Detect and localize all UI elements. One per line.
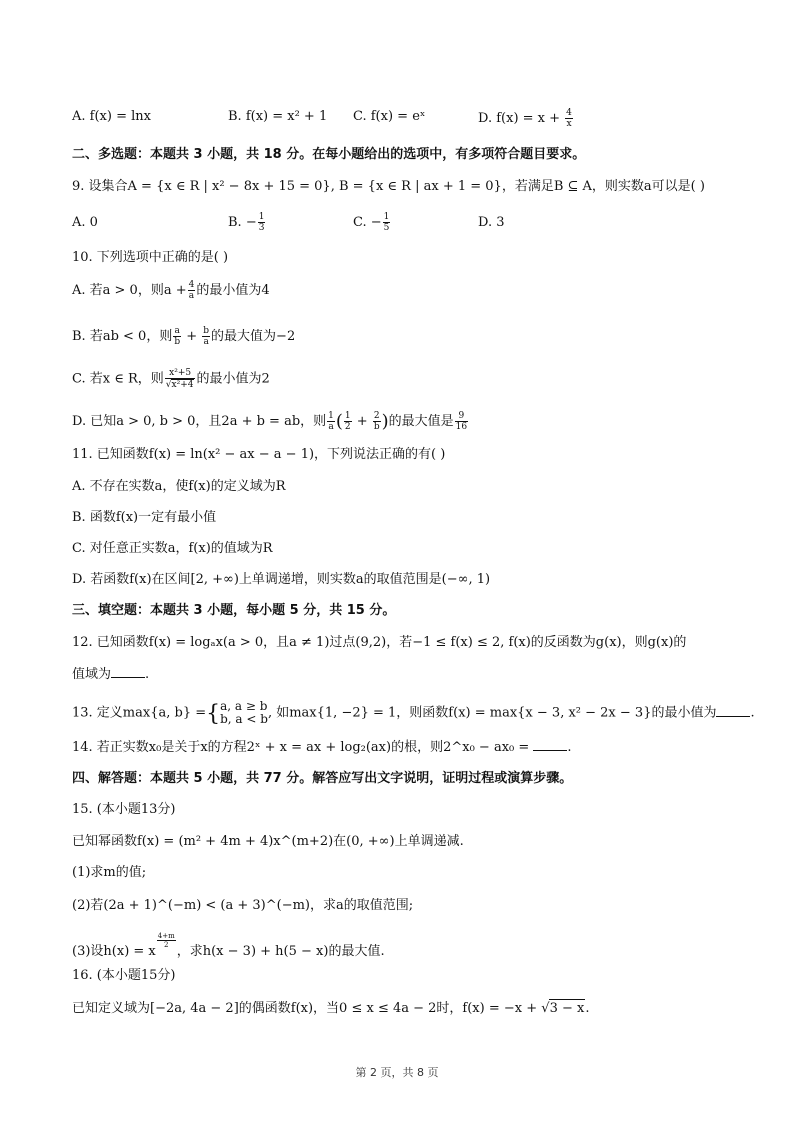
q14-text: 14. 若正实数x₀是关于x的方程2ˣ + x = ax + log₂(ax)的根，则2^x₀ − ax₀ = [72,740,530,755]
q10-option-d [72,411,469,432]
q15-p3-prefix: (3)设h(x) = x [72,944,156,959]
frac-num: 1 [258,212,265,222]
q11-option-c: C. 对任意正实数a，f(x)的值域为R [72,541,273,556]
frac-num: 9 [455,411,468,422]
q8-option-b: B. f(x) = x² + 1 [228,109,328,124]
q16-stem-end: . [585,1001,590,1016]
sqrt-symbol: √ [165,380,172,390]
q9-option-d: D. 3 [478,215,505,230]
q9-stem: 9. 设集合A = {x ∈ R | x² − 8x + 15 = 0}, B = {x ∈ R | ax + 1 = 0}，若满足B ⊆ A，则实数a可以是( ) [72,179,705,194]
frac-num: 1 [328,411,334,421]
q10-d-mid: 的最大值是 [388,414,454,429]
q9-option-b-prefix: B. − [228,215,257,230]
frac-num: 2 [373,411,380,421]
q13-piecewise [206,700,268,726]
q14-answer-blank[interactable] [533,738,567,751]
q10-stem: 10. 下列选项中正确的是( ) [72,250,229,265]
q12-answer-blank[interactable] [111,665,145,678]
frac-den: 2 [344,422,351,432]
q10-c-fraction [165,368,196,390]
q10-b-suffix: 的最大值为−2 [211,329,296,344]
q10-option-a [72,280,270,301]
q9-option-b-fraction [258,212,266,233]
q11-option-d: D. 若函数f(x)在区间[2, +∞)上单调递增，则实数a的取值范围是(−∞, 1) [72,572,491,587]
q13-answer-blank[interactable] [716,704,750,717]
frac-den: b [174,337,181,347]
frac-den: a [188,291,195,301]
q10-a-fraction [188,280,196,301]
sqrt-symbol: √ [541,1001,550,1016]
q15-part-1: (1)求m的值; [72,865,147,880]
brace: { [206,701,221,727]
q15-p3-suffix: ，求h(x − 3) + h(5 − x)的最大值. [176,944,385,959]
section-2-heading: 二、多选题：本题共 3 小题，共 18 分。在每小题给出的选项中，有多项符合题目要求。 [72,147,586,162]
page-footer: 第 2 页，共 8 页 [355,1066,439,1079]
q10-d-fraction-1 [327,411,335,432]
q15-heading: 15. (本小题13分) [72,802,176,817]
q16-sqrt-radicand: 3 − x [549,1001,585,1016]
frac-den: a [328,422,334,432]
q14-end: . [567,740,572,755]
q16-stem [72,999,589,1018]
frac-num: a [174,326,180,336]
q10-d-fraction-3 [373,411,381,432]
frac-num: 4 [566,108,572,118]
q15-part-3 [72,932,385,961]
q12-answer-prefix: 值域为 [72,667,112,682]
frac-num: b [203,326,210,336]
q10-option-b [72,326,295,347]
q13-end: . [750,705,755,721]
right-paren: ) [381,411,389,432]
q10-b-prefix: B. 若ab < 0，则 [72,329,173,344]
q10-a-suffix: 的最小值为4 [196,283,270,298]
section-4-heading: 四、解答题：本题共 5 小题，共 77 分。解答应写出文字说明，证明过程或演算步骤。 [72,771,573,786]
q8-option-d-fraction [565,108,573,129]
frac-den: 5 [383,223,390,233]
q10-b-fraction-1 [173,326,181,347]
q10-b-fraction-2 [202,326,210,347]
q8-option-c: C. f(x) = eˣ [353,109,426,124]
q12-line-2 [72,665,149,684]
q8-option-d [478,108,574,129]
q13 [72,700,755,726]
section-3-heading: 三、填空题：本题共 3 小题，每小题 5 分，共 15 分。 [72,603,396,618]
q9-option-a: A. 0 [72,215,98,230]
frac-num: 4 [188,280,195,290]
q16-heading: 16. (本小题15分) [72,968,176,983]
q9-option-c-prefix: C. − [353,215,382,230]
q11-option-b: B. 函数f(x)一定有最小值 [72,510,217,525]
q9-option-b [228,212,266,233]
frac-den: 2 [164,941,169,949]
q13-case-2: b, a < b [220,712,268,726]
q10-d-fraction-4 [455,411,468,432]
q12-line-1: 12. 已知函数f(x) = logₐx(a > 0，且a ≠ 1)过点(9,2)，若−1 ≤ f(x) ≤ 2, f(x)的反函数为g(x)，则g(x)的 [72,635,687,650]
q10-a-prefix: A. 若a > 0，则a + [72,283,187,298]
q8-option-d-prefix: D. f(x) = x + [478,111,561,126]
q16-stem-prefix: 已知定义域为[−2a, 4a − 2]的偶函数f(x)，当0 ≤ x ≤ 4a − 2时，f(x) = −x + [72,1001,538,1016]
q11-option-a: A. 不存在实数a，使f(x)的定义域为R [72,479,286,494]
q13-suffix: , 如max{1, −2} = 1，则函数f(x) = max{x − 3, x² − 2x − 3}的最小值为 [267,705,717,721]
left-paren: ( [335,411,343,432]
q10-d-fraction-2 [344,411,352,432]
frac-num: 1 [344,411,351,421]
frac-den: a [203,337,209,347]
q11-stem: 11. 已知函数f(x) = ln(x² − ax − a − 1)，下列说法正确的有( ) [72,447,446,462]
q15-stem: 已知幂函数f(x) = (m² + 4m + 4)x^(m+2)在(0, +∞)上单调递减. [72,834,464,849]
q10-option-c [72,368,270,390]
q9-option-c-fraction [383,212,391,233]
frac-den [165,379,196,390]
q13-case-1: a, a ≥ b [220,699,268,713]
q15-p3-exponent [157,932,176,949]
q14 [72,738,572,757]
frac-num: 1 [383,212,390,222]
frac-num: x²+5 [165,368,196,379]
q13-prefix: 13. 定义max{a, b} = [72,705,207,721]
q15-part-2: (2)若(2a + 1)^(−m) < (a + 3)^(−m)，求a的取值范围; [72,898,414,913]
q10-c-prefix: C. 若x ∈ R，则 [72,371,164,387]
q10-b-plus: + [186,329,198,344]
q10-d-plus: + [356,414,368,429]
frac-den: 16 [455,422,468,432]
frac-den: x [566,119,572,129]
q9-option-c [353,212,391,233]
frac-num: 4+m [157,932,175,940]
sqrt-radicand: x²+4 [171,380,194,390]
frac-den: 3 [258,223,265,233]
q10-d-prefix: D. 已知a > 0, b > 0，且2a + b = ab，则 [72,414,327,429]
q10-c-suffix: 的最小值为2 [196,371,270,387]
q8-option-a: A. f(x) = lnx [72,109,151,124]
q12-end: . [145,667,150,682]
frac-den: b [373,422,380,432]
